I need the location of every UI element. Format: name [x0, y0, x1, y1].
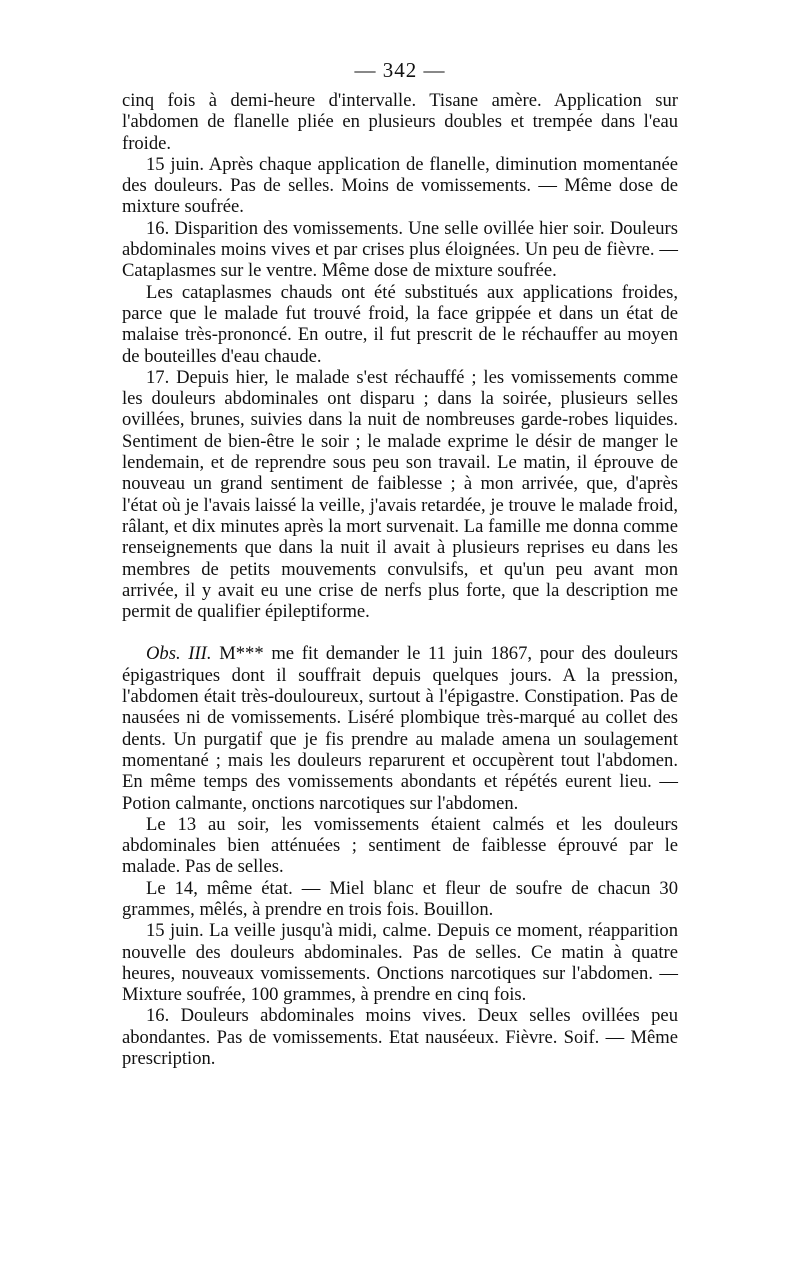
paragraph-june-15: 15 juin. Après chaque application de flanelle, diminution momentanée des douleurs. Pas de selles. Moins de vomissements. — Même dose de mixture soufrée.: [122, 153, 678, 218]
observation-paragraph: [122, 643, 678, 813]
paragraph-june-16: 16. Disparition des vomissements. Une selle ovillée hier soir. Douleurs abdominales moins vives et par crises plus éloignées. Un peu de fièvre. — Cataplasmes sur le ventre. Même dose de mixture soufrée.: [122, 217, 678, 282]
paragraph-june-17: 17. Depuis hier, le malade s'est réchauffé ; les vomissements comme les douleurs abdominales ont disparu ; dans la soirée, plusieurs selles ovillées, brunes, suivies dans la nuit de nombreuses garde-robes liquides. Sentiment de bien-être le soir ; le malade exprime le désir de manger le lendemain, et de reprendre sous peu son travail. Le matin, il éprouve de nouveau un grand sentiment de faiblesse ; à mon arrivée, que, d'après l'état où je l'avais laissé la veille, j'avais retardée, je trouve le malade froid, râlant, et dix minutes après la mort survenait. La famille me donna comme renseignements que dans la nuit il avait à plusieurs reprises eu dans les membres de petits mouvements convulsifs, et qu'un peu avant mon arrivée, il y avait eu une crise de nerfs plus forte, que la description me permit de qualifier épileptiforme.: [122, 366, 678, 623]
paragraph-16: 16. Douleurs abdominales moins vives. Deux selles ovillées peu abondantes. Pas de vomissements. Etat nauséeux. Fièvre. Soif. — Même prescription.: [122, 1005, 678, 1070]
page-number: — 342 —: [354, 58, 446, 82]
observation-text: M*** me fit demander le 11 juin 1867, pour des douleurs épigastriques dont il souffrait depuis quelques jours. A la pression, l'abdomen était très-douloureux, surtout à l'épigastre. Constipation. Pas de nausées ni de vomissements. Liséré plombique très-marqué au collet des dents. Un purgatif que je fis prendre au malade amena un soulagement momentané ; mais les douleurs reparurent et occupèrent tout l'abdomen. En même temps des vomissements abondants et répétés eurent lieu. — Potion calmante, onctions narcotiques sur l'abdomen.: [122, 643, 679, 814]
observation-label: Obs. III.: [146, 643, 212, 665]
paragraph-13-evening: Le 13 au soir, les vomissements étaient calmés et les douleurs abdominales bien atténuées ; sentiment de faiblesse éprouvé par le malade. Pas de selles.: [122, 813, 678, 878]
paragraph-continuation: cinq fois à demi-heure d'intervalle. Tisane amère. Application sur l'abdomen de flanelle pliée en plusieurs doubles et trempée dans l'eau froide.: [122, 90, 678, 154]
paragraph-cataplasms: Les cataplasmes chauds ont été substitués aux applications froides, parce que le malade fut trouvé froid, la face grippée et dans un état de malaise très-prononcé. En outre, il fut prescrit de le réchauffer au moyen de bouteilles d'eau chaude.: [122, 281, 678, 367]
body-text: [122, 90, 678, 1069]
paragraph-15-june: 15 juin. La veille jusqu'à midi, calme. Depuis ce moment, réapparition nouvelle des douleurs abdominales. Pas de selles. Ce matin à quatre heures, nouveaux vomissements. Onctions narcotiques sur l'abdomen. — Mixture soufrée, 100 grammes, à prendre en cinq fois.: [122, 920, 678, 1006]
paragraph-14: Le 14, même état. — Miel blanc et fleur de soufre de chacun 30 grammes, mêlés, à prendre en trois fois. Bouillon.: [122, 877, 678, 920]
